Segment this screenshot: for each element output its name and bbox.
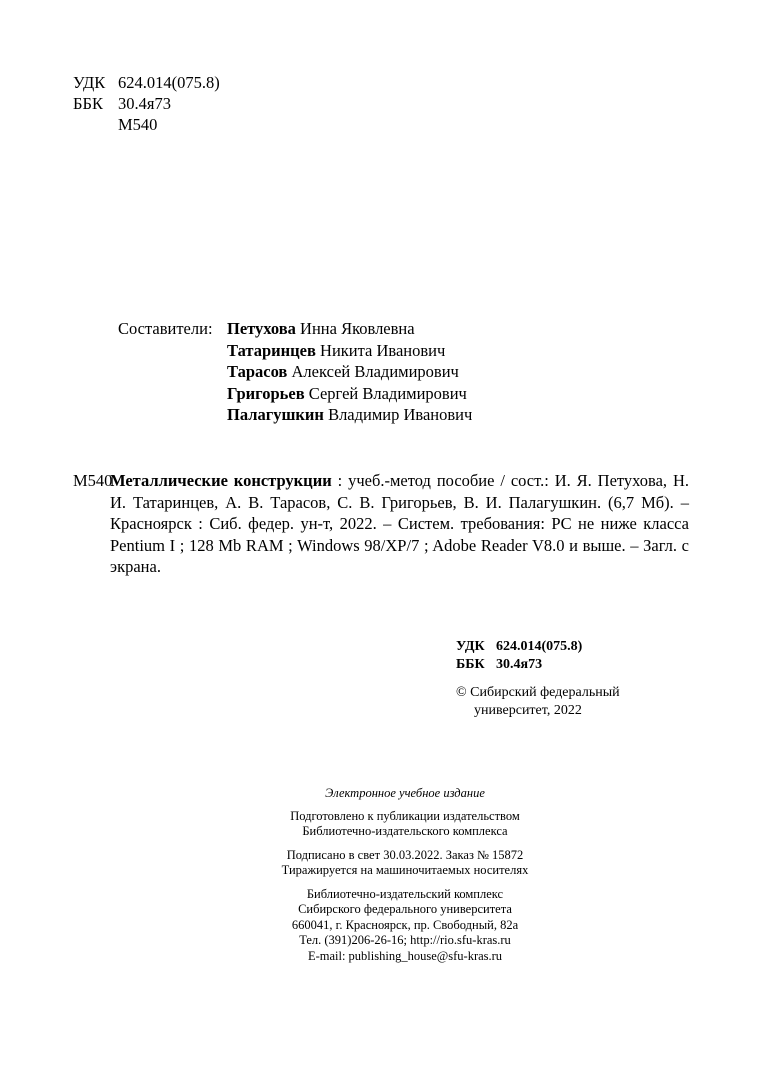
biblio-title: Металлические конструкции [110, 471, 332, 490]
right-udk-value: 624.014(075.8) [496, 639, 583, 654]
address-line: 660041, г. Красноярск, пр. Свободный, 82а [291, 917, 519, 932]
compiler-name: Владимир Иванович [328, 405, 473, 424]
right-classification-codes [456, 638, 582, 674]
copyright-notice [456, 684, 620, 720]
compiler-name: Инна Яковлевна [300, 319, 415, 338]
compiler-row [118, 318, 472, 340]
prepared-group [200, 809, 610, 840]
copyright-line-2: университет, 2022 [474, 703, 582, 718]
signed-line: Подписано в свет 30.03.2022. Заказ № 15872 [286, 847, 524, 862]
biblio-text [110, 470, 689, 578]
right-bbk-row [456, 656, 582, 674]
compiler-row [118, 383, 472, 405]
phone-line: Тел. (391)206-26-16; http://rio.sfu-kras.ru [299, 933, 511, 947]
bibliographic-record [73, 470, 689, 578]
compilers-label: Составители: [118, 319, 213, 338]
right-udk-label: УДК [456, 639, 485, 654]
publisher-line-2: Сибирского федерального университета [298, 902, 512, 916]
compiler-name: Алексей Владимирович [291, 362, 459, 381]
classification-codes [73, 72, 220, 135]
prepared-line-2: Библиотечно-издательского комплекса [302, 824, 508, 838]
udk-label: УДК [73, 73, 106, 92]
biblio-body: : учеб.-метод пособие / сост.: И. Я. Петухова, Н. И. Татаринцев, А. В. Тарасов, С. В. Григорьев, В. И. Палагушкин. (6,7 Мб). – Красноярск : Сиб. федер. ун-т, 2022. – Систем. требования: PC не ниже класса Pentium I ; 128 Mb RAM ; Windows 98/XP/7 ; Adobe Reader V8.0 и выше. – Загл. с экрана. [110, 471, 690, 577]
compilers-block [118, 318, 472, 426]
compiler-name: Никита Иванович [320, 340, 446, 360]
author-sign: М540 [118, 115, 158, 134]
udk-value: 624.014(075.8) [118, 73, 220, 92]
compiler-row [118, 340, 472, 362]
bbk-value: 30.4я73 [118, 94, 171, 113]
copyright-line-1: © Сибирский федеральный [456, 685, 620, 700]
compiler-row [118, 361, 472, 383]
compiler-surname: Палагушкин [227, 405, 324, 424]
bbk-row [73, 93, 220, 114]
compiler-row [118, 404, 472, 426]
compiler-surname: Петухова [227, 319, 296, 338]
bbk-label: ББК [73, 94, 103, 113]
compiler-surname: Татаринцев [227, 340, 316, 360]
imprint-block [200, 786, 610, 964]
compiler-surname: Тарасов [227, 362, 288, 381]
compiler-surname: Григорьев [227, 383, 305, 403]
right-udk-row [456, 638, 582, 656]
biblio-code: М540 [73, 471, 113, 490]
email-line: E-mail: publishing_house@sfu-kras.ru [307, 948, 503, 963]
publisher-line-1: Библиотечно-издательский комплекс [306, 886, 504, 901]
distributed-line: Тиражируется на машиночитаемых носителях [281, 863, 529, 877]
udk-row [73, 72, 220, 93]
right-bbk-value: 30.4я73 [496, 657, 543, 672]
right-bbk-label: ББК [456, 657, 485, 672]
compiler-name: Сергей Владимирович [308, 383, 467, 403]
prepared-line-1: Подготовлено к публикации издательством [290, 808, 520, 823]
publisher-group [200, 887, 610, 965]
signed-group [200, 848, 610, 879]
edition-type: Электронное учебное издание [325, 786, 485, 800]
